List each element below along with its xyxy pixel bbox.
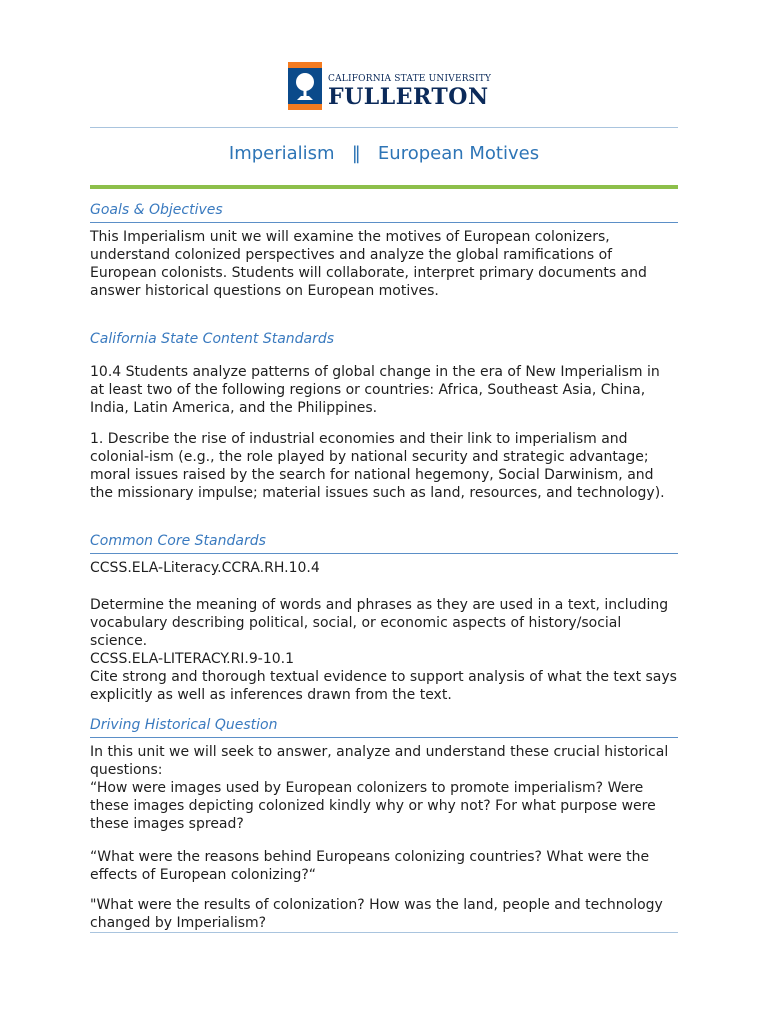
common-core-description-2: Cite strong and thorough textual evidence to support analysis of what the text says explicitly as well as inferences drawn from the text.: [90, 669, 677, 703]
common-core-heading-rule: [90, 553, 678, 554]
driving-question-heading-rule: [90, 737, 678, 738]
university-line: CALIFORNIA STATE UNIVERSITY: [328, 74, 492, 84]
csuf-logo: [288, 62, 492, 112]
state-standards-paragraph-2: 1. Describe the rise of industrial economies and their link to imperialism and colonial-ism (e.g., the role played by national security and strategic advantage; moral issues raised by the search for national hegemony, Social Darwinism, and the missionary impulse; material issues such as land, resources, and technology).: [90, 431, 665, 501]
goals-heading-rule: [90, 222, 678, 223]
state-standards-paragraph-1: 10.4 Students analyze patterns of global change in the era of New Imperialism in at least two of the following regions or countries: Africa, Southeast Asia, China, India, Latin America, and the Philippines.: [90, 364, 660, 416]
university-name: FULLERTON: [328, 84, 489, 110]
driving-question-3: "What were the results of colonization? How was the land, people and technology changed by Imperialism?: [90, 897, 663, 931]
top-divider: [90, 127, 678, 128]
page-title: Imperialism ‖ European Motives: [228, 143, 540, 164]
state-standards-heading: California State Content Standards: [90, 331, 335, 347]
driving-question-2: “What were the reasons behind Europeans colonizing countries? What were the effects of European colonizing?“: [90, 849, 650, 883]
driving-question-1: “How were images used by European colonizers to promote imperialism? Were these images depicting colonized kindly why or why not? For what purpose were these images spread?: [90, 780, 656, 832]
common-core-heading: Common Core Standards: [90, 533, 266, 549]
goals-body: This Imperialism unit we will examine the motives of European colonizers, understand colonized perspectives and analyze the global ramifications of European colonists. Students will collaborate, interpret primary documents and answer historical questions on European motives.: [90, 229, 647, 299]
university-seal-icon: [288, 62, 322, 110]
common-core-description-1: Determine the meaning of words and phrases as they are used in a text, including vocabulary describing political, social, or economic aspects of history/social science.: [90, 597, 669, 649]
title-divider: [90, 185, 678, 189]
common-core-code-2: CCSS.ELA-LITERACY.RI.9-10.1: [90, 651, 295, 667]
driving-question-heading: Driving Historical Question: [90, 717, 278, 733]
bottom-divider: [90, 932, 678, 933]
common-core-code-1: CCSS.ELA-Literacy.CCRA.RH.10.4: [90, 560, 320, 576]
driving-question-intro: In this unit we will seek to answer, analyze and understand these crucial historical questions:: [90, 744, 669, 778]
goals-heading: Goals & Objectives: [90, 202, 223, 218]
